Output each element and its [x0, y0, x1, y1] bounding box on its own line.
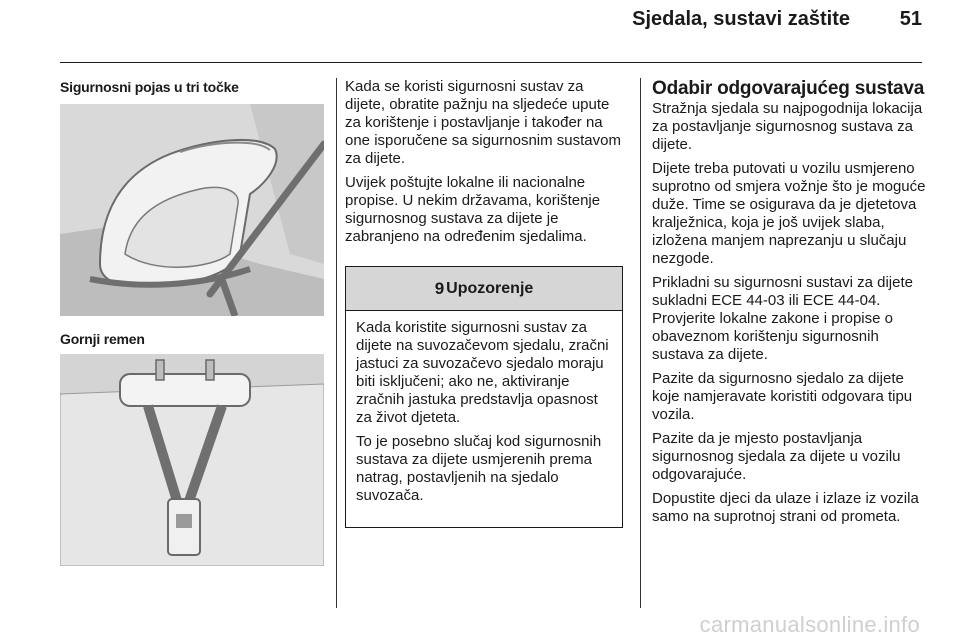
- caption-top-tether: Gornji remen: [60, 331, 145, 347]
- paragraph: Pazite da sigurnosno sjedalo za dijete koje namjeravate koristiti odgovara tipu vozila.: [652, 370, 913, 423]
- warning-paragraph: Kada koristite sigurnosni sustav za dijete na suvozačevom sjedalu, zračni jastuci za suvozačevo sjedalo moraju biti isključeni; ako ne, aktiviranje zračnih jastuka predstavlja opasnost za život djeteta.: [356, 319, 609, 426]
- page-number: 51: [899, 8, 922, 30]
- paragraph: Uvijek poštujte lokalne ili nacionalne propise. U nekim državama, korištenje sigurnosnog sustava za dijete je zabranjeno na određenim sjedalima.: [345, 174, 601, 245]
- top-tether-drawing: [60, 354, 324, 566]
- column-divider-2: [640, 78, 641, 608]
- child-seat-drawing: [60, 104, 324, 316]
- column-divider-1: [336, 78, 337, 608]
- warning-box: [345, 266, 623, 528]
- header-rule: [60, 62, 922, 63]
- warning-title: Upozorenje: [446, 279, 534, 297]
- running-header-title: Sjedala, sustavi zaštite: [632, 8, 850, 30]
- column-illustrations: [60, 78, 324, 347]
- paragraph: Prikladni su sigurnosni sustavi za dijete sukladni ECE 44-03 ili ECE 44-04. Provjerite lokalne zakone i propise o obaveznom korištenju sigurnosnih sustava za dijete.: [652, 274, 913, 363]
- warning-triangle-icon: 9: [434, 278, 445, 298]
- caption-three-point-belt: Sigurnosni pojas u tri točke: [60, 79, 239, 95]
- warning-paragraph: To je posebno slučaj kod sigurnosnih sustava za dijete usmjerenih prema natrag, postavljenih na sjedalo suvozača.: [356, 433, 602, 504]
- top-tether-illustration: [60, 354, 324, 566]
- column-right: [652, 78, 927, 532]
- paragraph: Dopustite djeci da ulaze i izlaze iz vozila samo na suprotnoj strani od prometa.: [652, 490, 919, 525]
- paragraph: Pazite da je mjesto postavljanja sigurnosnog sjedala za dijete u vozilu odgovarajuće.: [652, 430, 901, 483]
- paragraph: Stražnja sjedala su najpogodnija lokacija za postavljanje sigurnosnog sustava za dijete.: [652, 100, 923, 153]
- paragraph: Kada se koristi sigurnosni sustav za dijete, obratite pažnju na sljedeće upute za korištenje i postavljanje i također na one isporučene sa sigurnosnim sustavom za dijete.: [345, 78, 621, 167]
- section-heading: Odabir odgovarajućeg sustava: [652, 78, 925, 99]
- paragraph: Dijete treba putovati u vozilu usmjereno suprotno od smjera vožnje što je moguće duže. Time se osigurava da je djetetova kralježnica, koja je još uvijek slaba, izložena manjem naprezanju u slučaju nezgode.: [652, 160, 926, 267]
- watermark: carmanualsonline.info: [699, 612, 920, 637]
- column-middle: [345, 78, 625, 252]
- warning-header: [346, 267, 622, 311]
- child-seat-three-point-belt-illustration: [60, 104, 324, 316]
- warning-body: [346, 311, 622, 505]
